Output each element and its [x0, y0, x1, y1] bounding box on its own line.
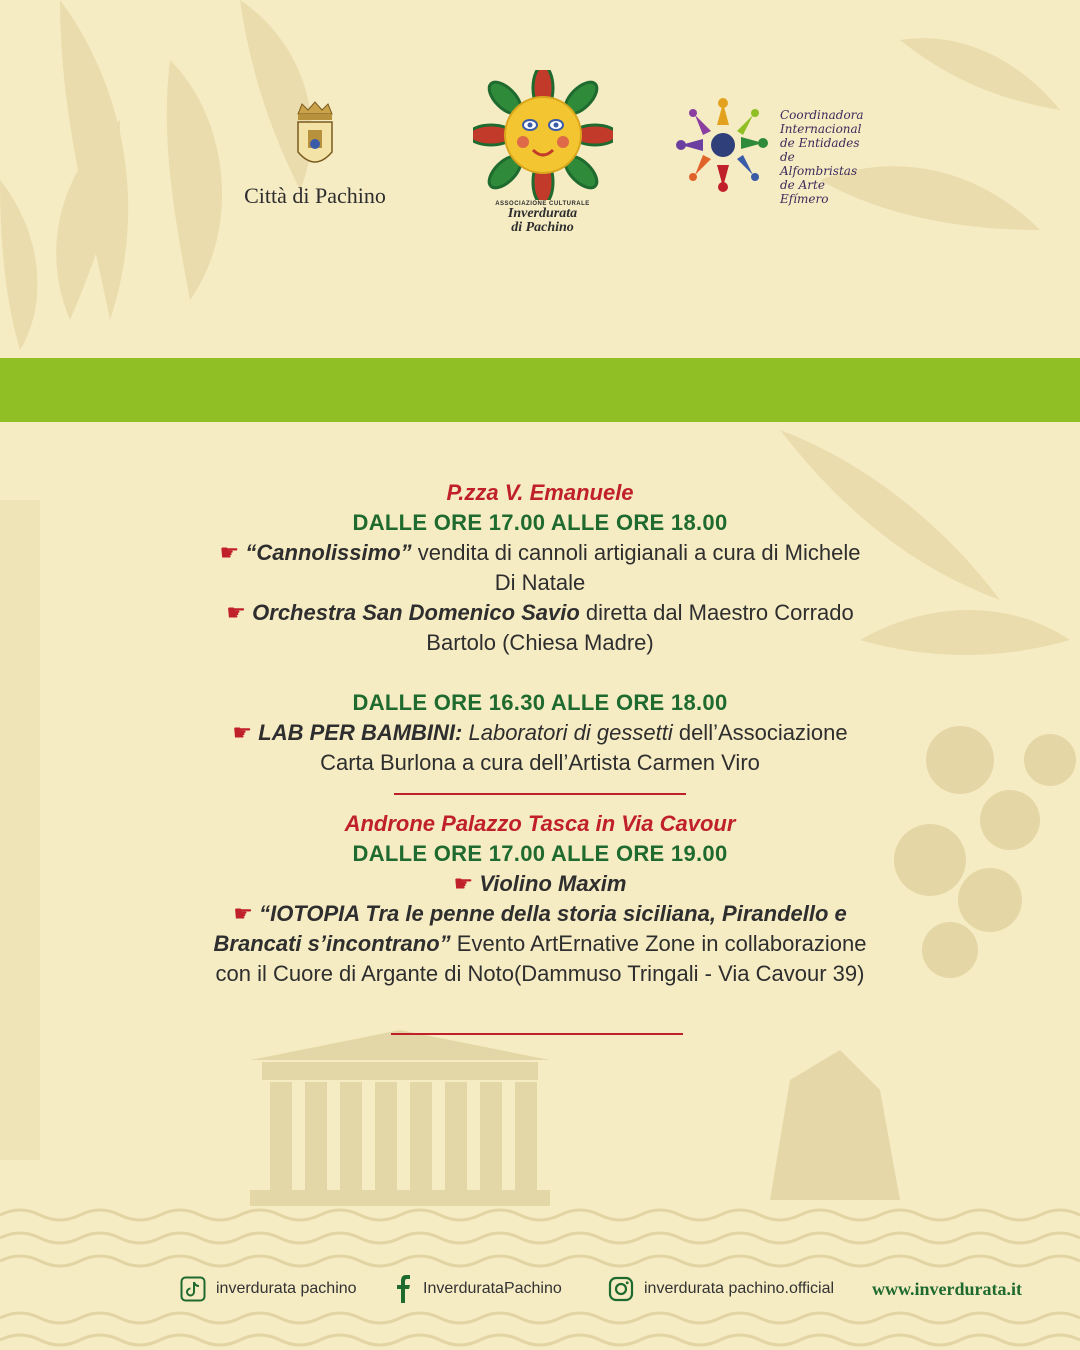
- cie-line-5: de Arte Efímero: [780, 178, 829, 206]
- bottom-divider: [391, 1033, 683, 1035]
- cie-logo: [675, 95, 875, 206]
- time-heading: DALLE ORE 16.30 ALLE ORE 18.00: [352, 690, 728, 715]
- pointing-hand-icon: ☛: [226, 600, 247, 625]
- item-title: Orchestra San Domenico Savio: [252, 600, 580, 625]
- cie-line-2: Internacional: [780, 122, 862, 136]
- program-item: [150, 538, 930, 568]
- item-text-line: Di Natale: [494, 570, 586, 595]
- item-text-line: con il Cuore di Argante di Noto(Dammuso Tringali - Via Cavour 39): [215, 961, 865, 986]
- instagram-icon: [608, 1276, 634, 1302]
- location-heading: Androne Palazzo Tasca in Via Cavour: [344, 811, 736, 836]
- assoc-label: ASSOCIAZIONE CULTURALE: [495, 201, 590, 207]
- item-title: “IOTOPIA Tra le penne della storia siciliana, Pirandello e: [259, 901, 847, 926]
- people-circle-icon: [675, 95, 775, 195]
- item-title: Violino Maxim: [479, 871, 627, 896]
- footer-social-bar: [0, 1272, 1080, 1306]
- program-item: [150, 899, 930, 929]
- item-title: Brancati s’incontrano”: [213, 931, 451, 956]
- item-italic-text: Laboratori di gessetti: [462, 720, 673, 745]
- program-item: [150, 718, 930, 748]
- footer-facebook[interactable]: [395, 1272, 562, 1306]
- pointing-hand-icon: ☛: [233, 901, 253, 926]
- logo-bar: [0, 60, 1080, 260]
- item-text-line: Bartolo (Chiesa Madre): [426, 630, 654, 655]
- item-text: dell’Associazione: [672, 720, 848, 745]
- tiktok-handle: inverdurata pachino: [216, 1280, 357, 1297]
- facebook-handle: InverdurataPachino: [423, 1280, 562, 1297]
- item-text: vendita di cannoli artigianali a cura di Michele: [411, 540, 861, 565]
- citta-di-pachino-logo: [225, 100, 405, 209]
- instagram-handle: inverdurata pachino.official: [644, 1280, 835, 1297]
- item-text-line: Carta Burlona a cura dell’Artista Carmen Viro: [320, 750, 760, 775]
- cie-line-1: Coordinadora: [780, 108, 864, 122]
- facebook-icon: [395, 1275, 413, 1303]
- website-link[interactable]: www.inverdurata.it: [872, 1278, 1022, 1299]
- item-text: diretta dal Maestro Corrado: [579, 600, 854, 625]
- cie-line-4: Alfombristas: [780, 164, 858, 178]
- pointing-hand-icon: ☛: [453, 871, 474, 896]
- pointing-hand-icon: ☛: [219, 540, 240, 565]
- green-band: [0, 358, 1080, 422]
- tiktok-icon: [180, 1276, 206, 1302]
- assoc-name-line2: di Pachino: [511, 220, 574, 235]
- program-item: [150, 869, 930, 899]
- item-title: “Cannolissimo”: [245, 540, 412, 565]
- program-item: [150, 598, 930, 628]
- city-name: Città di Pachino: [244, 183, 386, 208]
- assoc-name-line1: Inverdurata: [507, 206, 578, 221]
- footer-instagram[interactable]: [608, 1272, 834, 1306]
- pointing-hand-icon: ☛: [232, 720, 253, 745]
- footer-tiktok[interactable]: [180, 1272, 357, 1306]
- time-heading: DALLE ORE 17.00 ALLE ORE 19.00: [352, 841, 728, 866]
- location-heading: P.zza V. Emanuele: [446, 480, 634, 505]
- coat-of-arms-icon: [290, 100, 340, 174]
- cie-line-3: de Entidades de: [780, 136, 860, 164]
- item-text: Evento ArtErnative Zone in collaborazione: [450, 931, 867, 956]
- section-divider: [394, 793, 686, 795]
- time-heading: DALLE ORE 17.00 ALLE ORE 18.00: [352, 510, 728, 535]
- program-content: [150, 478, 930, 989]
- inverdurata-logo: [470, 70, 615, 235]
- cie-text: [780, 108, 875, 206]
- item-title: LAB PER BAMBINI:: [258, 720, 463, 745]
- item-text-line: [150, 929, 930, 959]
- sun-mosaic-icon: [473, 70, 613, 200]
